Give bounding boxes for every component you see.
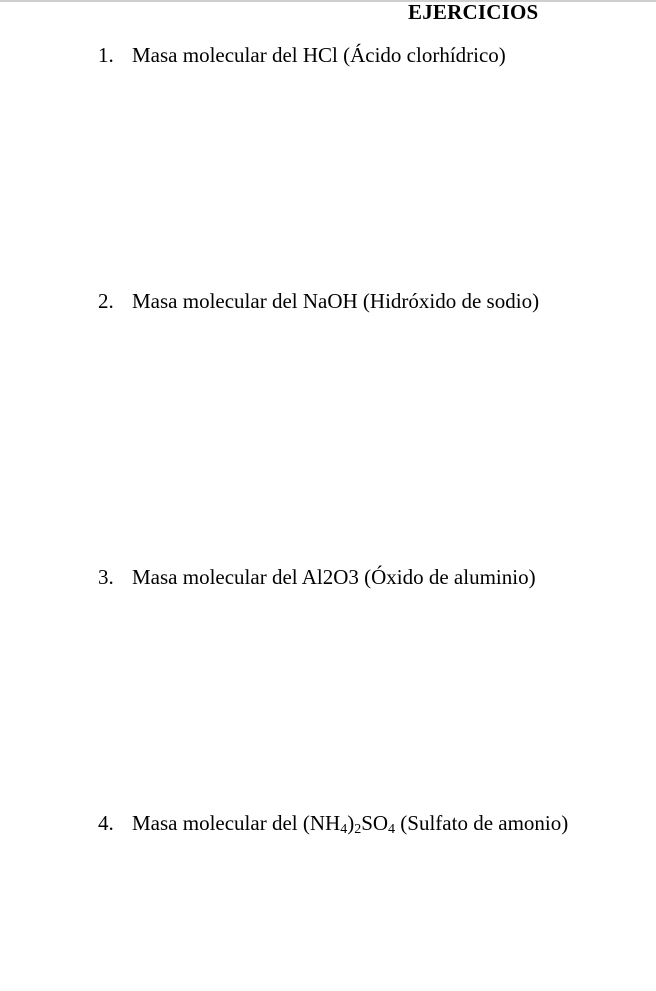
- exercise-text: Masa molecular del HCl (Ácido clorhídrico): [132, 43, 506, 67]
- exercise-number: 3.: [98, 565, 114, 589]
- exercise-text: Masa molecular del Al2O3 (Óxido de aluminio): [132, 565, 536, 589]
- exercise-item-4: [98, 810, 568, 836]
- exercise-item-3: [98, 564, 536, 590]
- subscript-2: 2: [354, 822, 362, 837]
- subscript-4: 4: [388, 822, 396, 837]
- exercise-number: 2.: [98, 289, 114, 313]
- exercise-text-suffix: (Sulfato de amonio): [395, 811, 569, 835]
- exercise-text-mid: SO: [361, 811, 389, 835]
- exercise-item-2: [98, 288, 539, 314]
- exercise-text-mid: ): [347, 811, 355, 835]
- exercise-text-prefix: Masa molecular del (NH: [132, 811, 341, 835]
- exercise-item-1: [98, 42, 506, 68]
- document-title: EJERCICIOS: [408, 0, 539, 24]
- exercise-text: Masa molecular del NaOH (Hidróxido de sodio): [132, 289, 540, 313]
- exercise-number: 4.: [98, 811, 114, 835]
- page-top-border: [0, 0, 656, 2]
- exercise-number: 1.: [98, 43, 114, 67]
- subscript-4: 4: [340, 822, 348, 837]
